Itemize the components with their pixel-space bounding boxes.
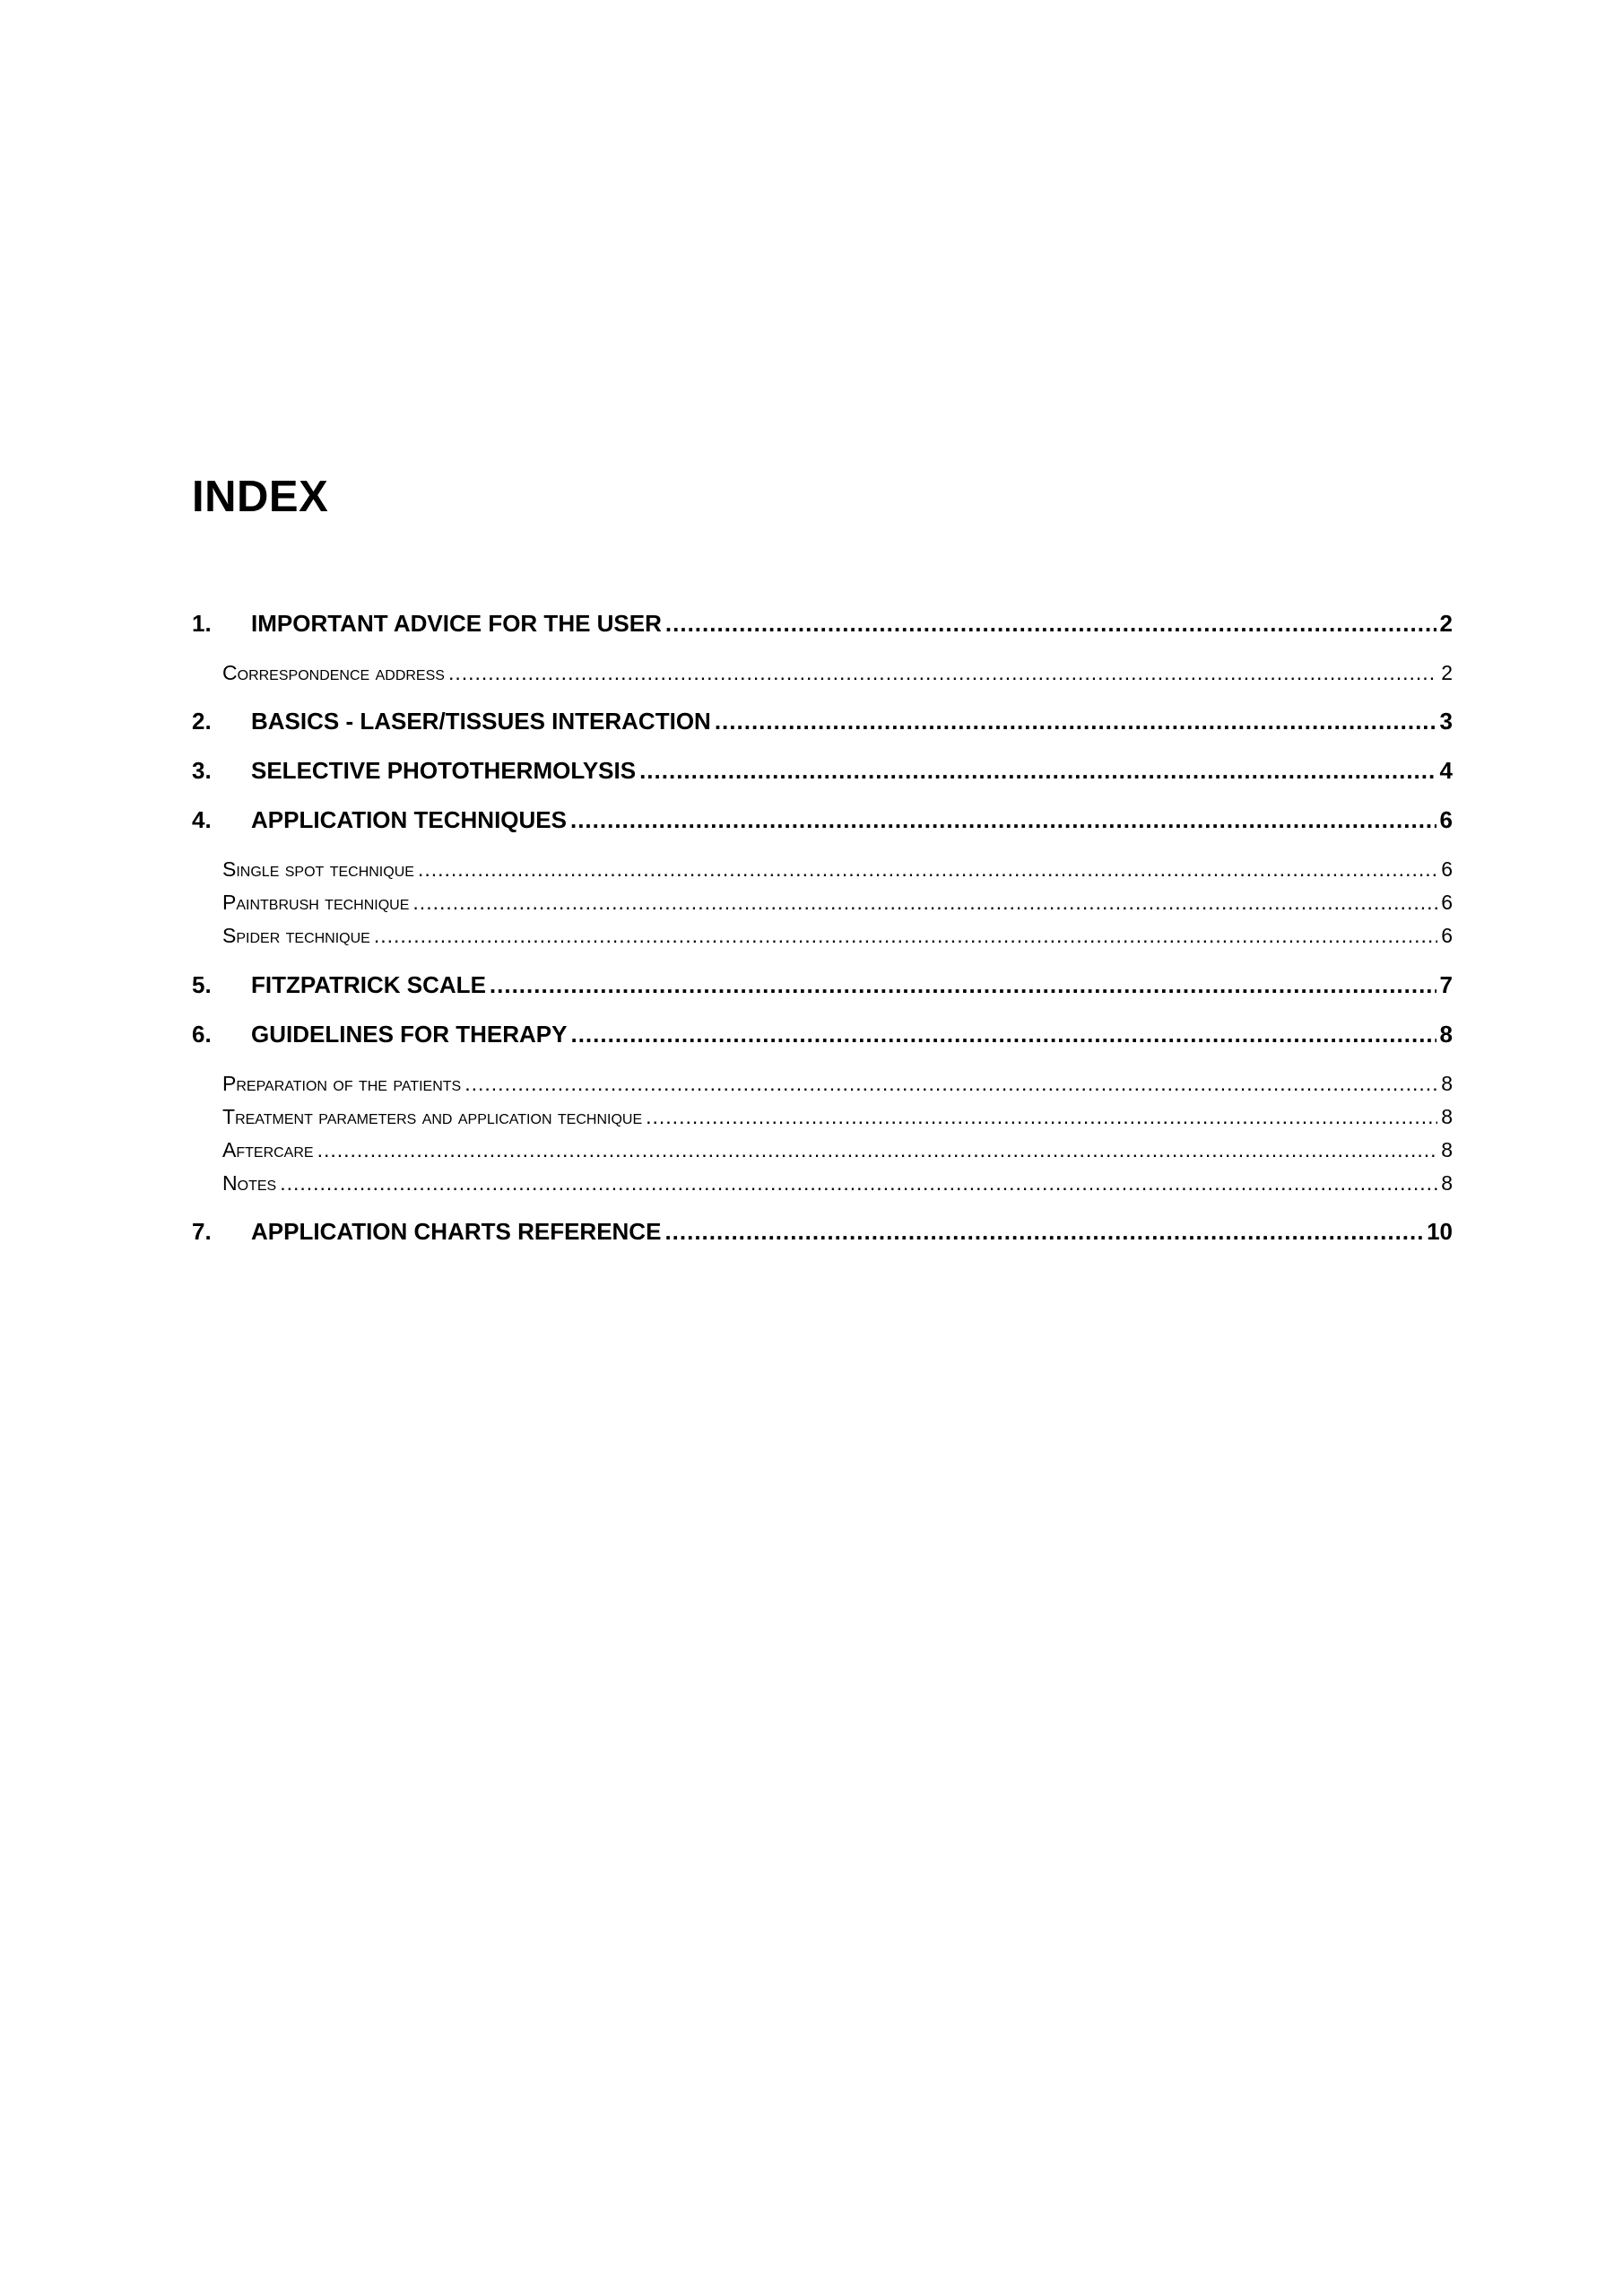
toc-subentry-paintbrush[interactable] bbox=[222, 891, 1453, 915]
toc-dot-leader bbox=[412, 891, 1437, 915]
toc-subentry-label: Aftercare bbox=[222, 1138, 314, 1161]
toc-entry-label: GUIDELINES FOR THERAPY bbox=[251, 1021, 568, 1048]
toc-entry-label: FITZPATRICK SCALE bbox=[251, 971, 486, 998]
toc-dot-leader bbox=[715, 708, 1436, 735]
toc-subentry-spider[interactable] bbox=[222, 924, 1453, 948]
toc-subentry-label: Single spot technique bbox=[222, 857, 414, 881]
toc-entry-number: 2. bbox=[192, 708, 212, 735]
toc-entry-label: APPLICATION TECHNIQUES bbox=[251, 806, 567, 833]
toc-dot-leader bbox=[490, 971, 1436, 999]
toc-entry-fitzpatrick-scale[interactable] bbox=[192, 971, 1453, 999]
toc-subentry-page-number: 8 bbox=[1441, 1072, 1453, 1095]
toc-dot-leader bbox=[665, 610, 1436, 638]
toc-entry-page-number: 4 bbox=[1439, 757, 1453, 784]
toc-dot-leader bbox=[646, 1105, 1437, 1129]
toc-entry-page-number: 10 bbox=[1427, 1218, 1453, 1245]
toc-subentry-notes[interactable] bbox=[222, 1171, 1453, 1196]
toc-subentry-preparation[interactable] bbox=[222, 1072, 1453, 1096]
toc-subentry-label: Treatment parameters and application technique bbox=[222, 1105, 643, 1128]
toc-dot-leader bbox=[448, 661, 1437, 685]
toc-entry-page-number: 2 bbox=[1439, 610, 1453, 637]
toc-subentry-label: Spider technique bbox=[222, 924, 370, 947]
toc-subentry-page-number: 6 bbox=[1441, 857, 1453, 881]
toc-entry-important-advice[interactable] bbox=[192, 610, 1453, 638]
toc-dot-leader bbox=[418, 857, 1437, 882]
toc-entry-basics[interactable] bbox=[192, 708, 1453, 735]
toc-entry-page-number: 3 bbox=[1439, 708, 1453, 735]
toc-subentry-page-number: 8 bbox=[1441, 1171, 1453, 1195]
toc-entry-selective-photothermolysis[interactable] bbox=[192, 757, 1453, 785]
toc-dot-leader bbox=[639, 757, 1436, 785]
toc-dot-leader bbox=[664, 1218, 1423, 1246]
toc-entry-page-number: 8 bbox=[1439, 1021, 1453, 1048]
toc-subentry-label: Paintbrush technique bbox=[222, 891, 410, 914]
toc-subentry-aftercare[interactable] bbox=[222, 1138, 1453, 1162]
toc-subentry-page-number: 8 bbox=[1441, 1105, 1453, 1128]
toc-subentry-single-spot[interactable] bbox=[222, 857, 1453, 882]
page-title: INDEX bbox=[192, 473, 329, 521]
toc-entry-label: APPLICATION CHARTS REFERENCE bbox=[251, 1218, 662, 1245]
toc-entry-number: 5. bbox=[192, 971, 212, 998]
toc-entry-number: 7. bbox=[192, 1218, 212, 1245]
toc-dot-leader bbox=[374, 924, 1437, 948]
toc-entry-guidelines-for-therapy[interactable] bbox=[192, 1021, 1453, 1048]
toc-subentry-page-number: 6 bbox=[1441, 891, 1453, 914]
toc-subentry-correspondence-address[interactable] bbox=[222, 661, 1453, 685]
toc-entry-number: 4. bbox=[192, 806, 212, 833]
toc-subentry-label: Correspondence address bbox=[222, 661, 445, 684]
toc-entry-application-techniques[interactable] bbox=[192, 806, 1453, 834]
toc-subentry-page-number: 2 bbox=[1441, 661, 1453, 684]
toc-entry-application-charts-reference[interactable] bbox=[192, 1218, 1453, 1246]
toc-subentry-page-number: 8 bbox=[1441, 1138, 1453, 1161]
toc-dot-leader bbox=[464, 1072, 1437, 1096]
toc-entry-label: SELECTIVE PHOTOTHERMOLYSIS bbox=[251, 757, 637, 784]
toc-subentry-label: Notes bbox=[222, 1171, 277, 1195]
toc-entry-page-number: 7 bbox=[1439, 971, 1453, 998]
toc-dot-leader bbox=[317, 1138, 1438, 1162]
toc-dot-leader bbox=[570, 1021, 1436, 1048]
toc-dot-leader bbox=[280, 1171, 1437, 1196]
toc-entry-label: BASICS - LASER/TISSUES INTERACTION bbox=[251, 708, 711, 735]
toc-entry-label: IMPORTANT ADVICE FOR THE USER bbox=[251, 610, 662, 637]
toc-subentry-label: Preparation of the patients bbox=[222, 1072, 462, 1095]
toc-entry-number: 6. bbox=[192, 1021, 212, 1048]
toc-entry-number: 1. bbox=[192, 610, 212, 637]
toc-entry-number: 3. bbox=[192, 757, 212, 784]
toc-subentry-page-number: 6 bbox=[1441, 924, 1453, 947]
toc-dot-leader bbox=[570, 806, 1436, 834]
toc-entry-page-number: 6 bbox=[1439, 806, 1453, 833]
toc-subentry-treatment-parameters[interactable] bbox=[222, 1105, 1453, 1129]
